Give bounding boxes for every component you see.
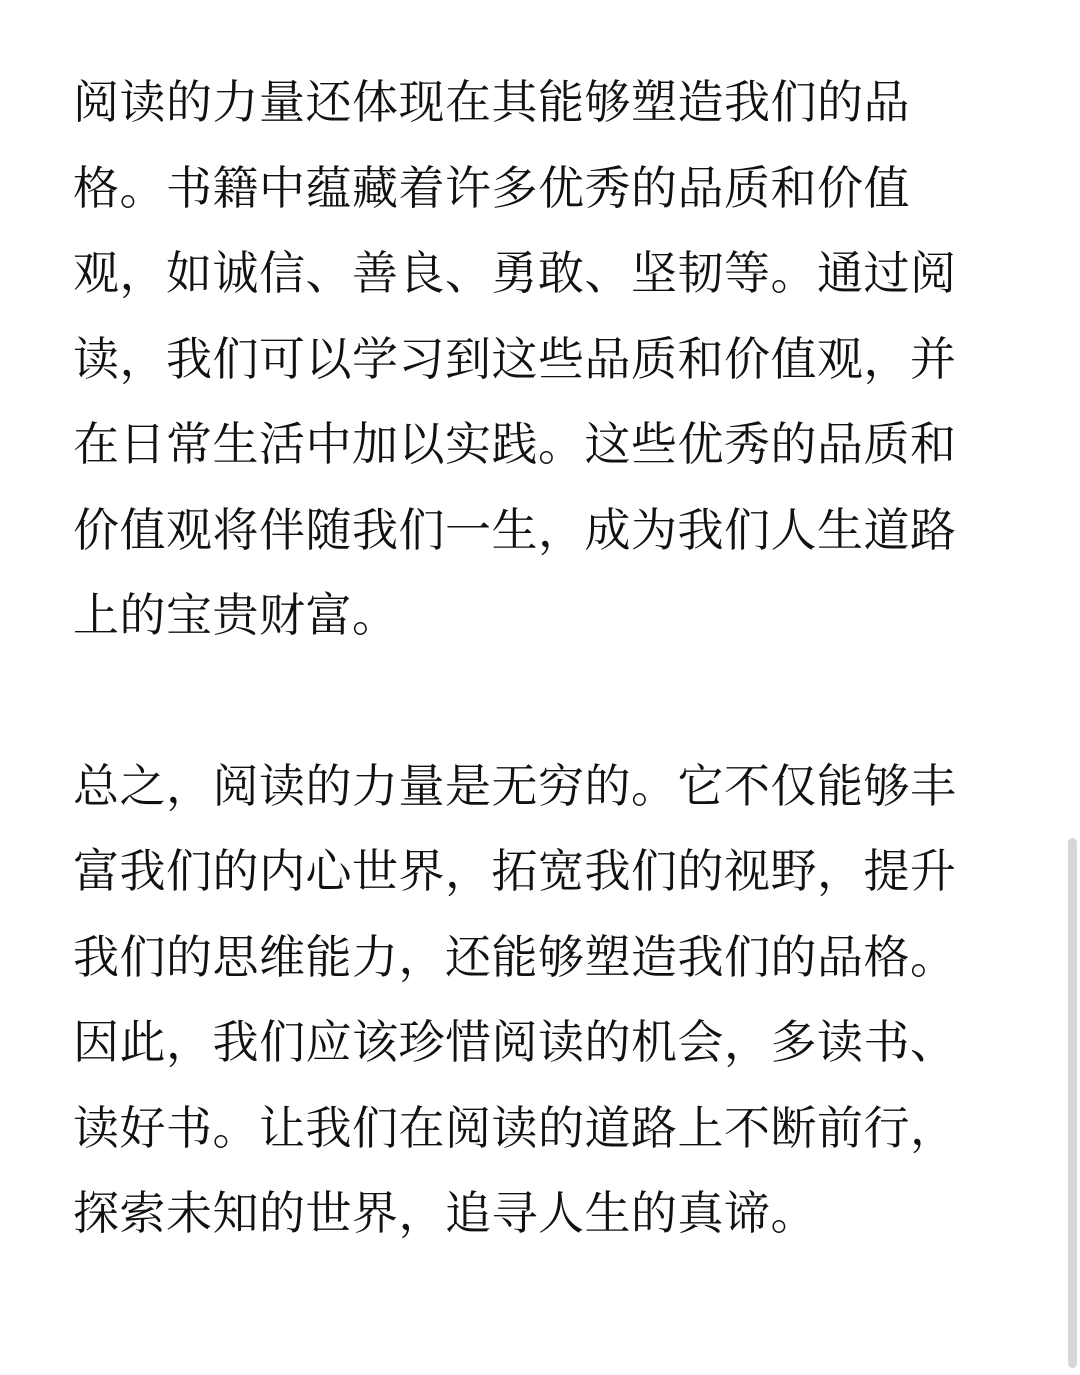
scrollbar[interactable] — [1062, 0, 1080, 1375]
article-paragraph-1: 阅读的力量还体现在其能够塑造我们的品格。书籍中蕴藏着许多优秀的品质和价值观，如诚信、善良、勇敢、坚韧等。通过阅读，我们可以学习到这些品质和价值观，并在日常生活中加以实践。这些优秀的品质和价值观将伴随我们一生，成为我们人生道路上的宝贵财富。 — [73, 75, 957, 642]
article-paragraph-2: 总之，阅读的力量是无穷的。它不仅能够丰富我们的内心世界，拓宽我们的视野，提升我们的思维能力，还能够塑造我们的品格。因此，我们应该珍惜阅读的机会，多读书、读好书。让我们在阅读的道路上不断前行，探索未知的世界，追寻人生的真谛。 — [73, 758, 957, 1240]
scrollbar-thumb[interactable] — [1068, 838, 1077, 1368]
article-body — [73, 60, 993, 1257]
